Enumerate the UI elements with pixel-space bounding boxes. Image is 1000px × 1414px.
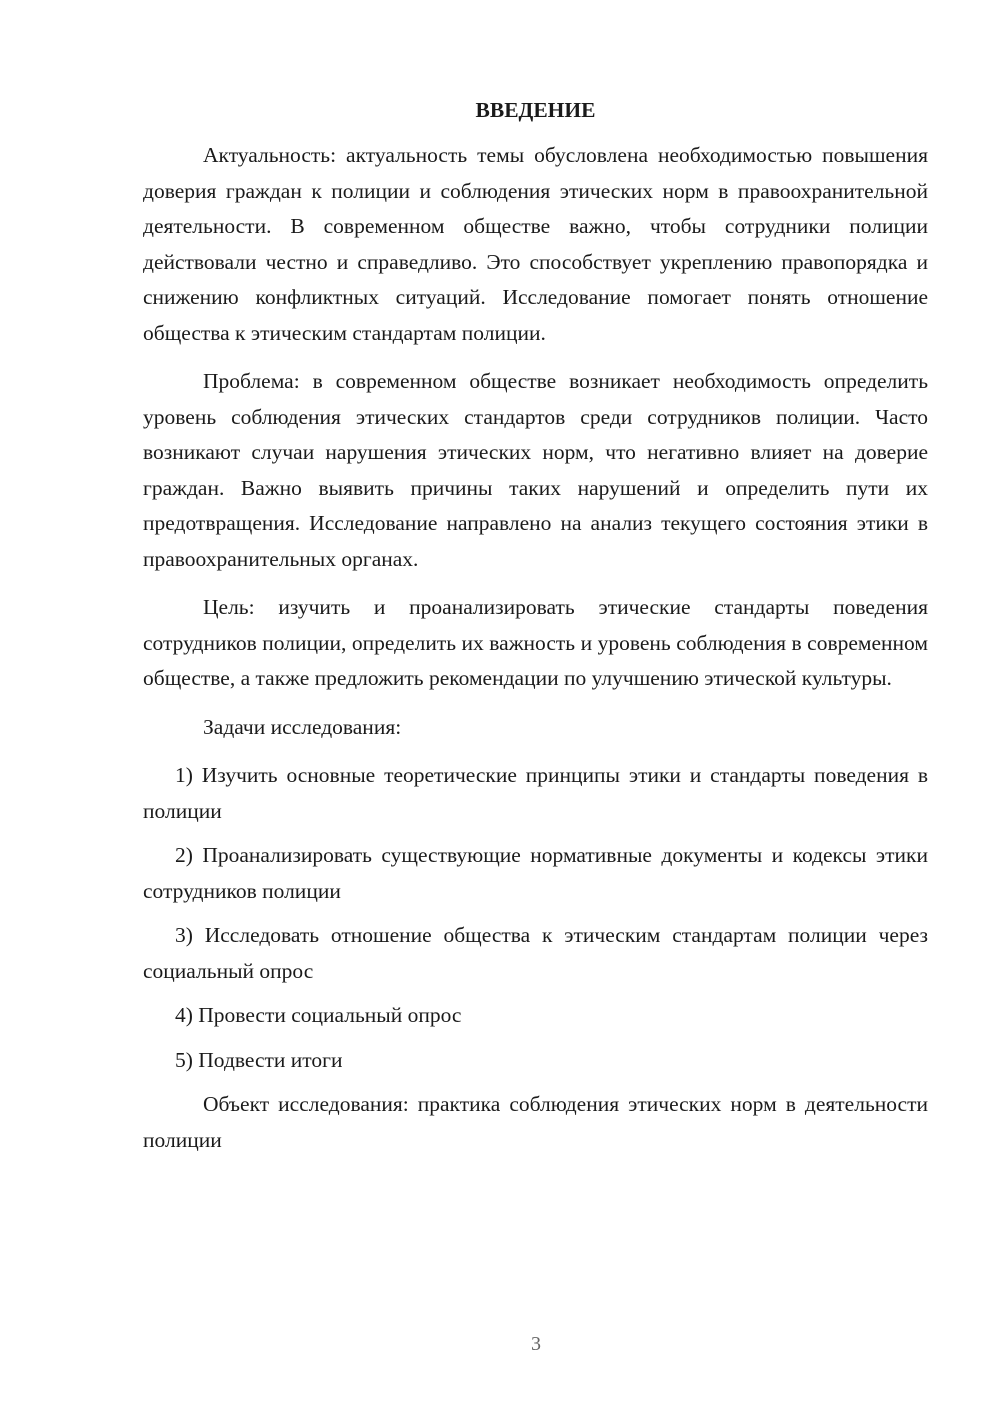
task-item: 2) Проанализировать существующие нормативные документы и кодексы этики сотрудников полиции	[143, 843, 928, 903]
problem-paragraph: Проблема: в современном обществе возникает необходимость определить уровень соблюдения этических стандартов среди сотрудников полиции. Часто возникают случаи нарушения этических норм, что негативно влияет на доверие граждан. Важно выявить причины таких нарушений и определить пути их предотвращения. Исследование направлено на анализ текущего состояния этики в правоохранительных органах.	[143, 369, 928, 571]
task-item: 1) Изучить основные теоретические принципы этики и стандарты поведения в полиции	[143, 763, 928, 823]
relevance-paragraph: Актуальность: актуальность темы обусловлена необходимостью повышения доверия граждан к полиции и соблюдения этических норм в правоохранительной деятельности. В современном обществе важно, чтобы сотрудники полиции действовали честно и справедливо. Это способствует укреплению правопорядка и снижению конфликтных ситуаций. Исследование помогает понять отношение общества к этическим стандартам полиции.	[143, 143, 928, 345]
task-item: 5) Подвести итоги	[175, 1047, 343, 1072]
page-content	[143, 95, 928, 1171]
object-paragraph: Объект исследования: практика соблюдения этических норм в деятельности полиции	[143, 1092, 928, 1152]
section-title: ВВЕДЕНИЕ	[475, 98, 596, 122]
task-item: 3) Исследовать отношение общества к этическим стандартам полиции через социальный опрос	[143, 923, 928, 983]
page-number: 3	[531, 1333, 541, 1355]
tasks-heading: Задачи исследования:	[203, 714, 402, 739]
task-item: 4) Провести социальный опрос	[175, 1003, 462, 1027]
goal-paragraph: Цель: изучить и проанализировать этические стандарты поведения сотрудников полиции, определить их важность и уровень соблюдения в современном обществе, а также предложить рекомендации по улучшению этической культуры.	[143, 595, 928, 690]
